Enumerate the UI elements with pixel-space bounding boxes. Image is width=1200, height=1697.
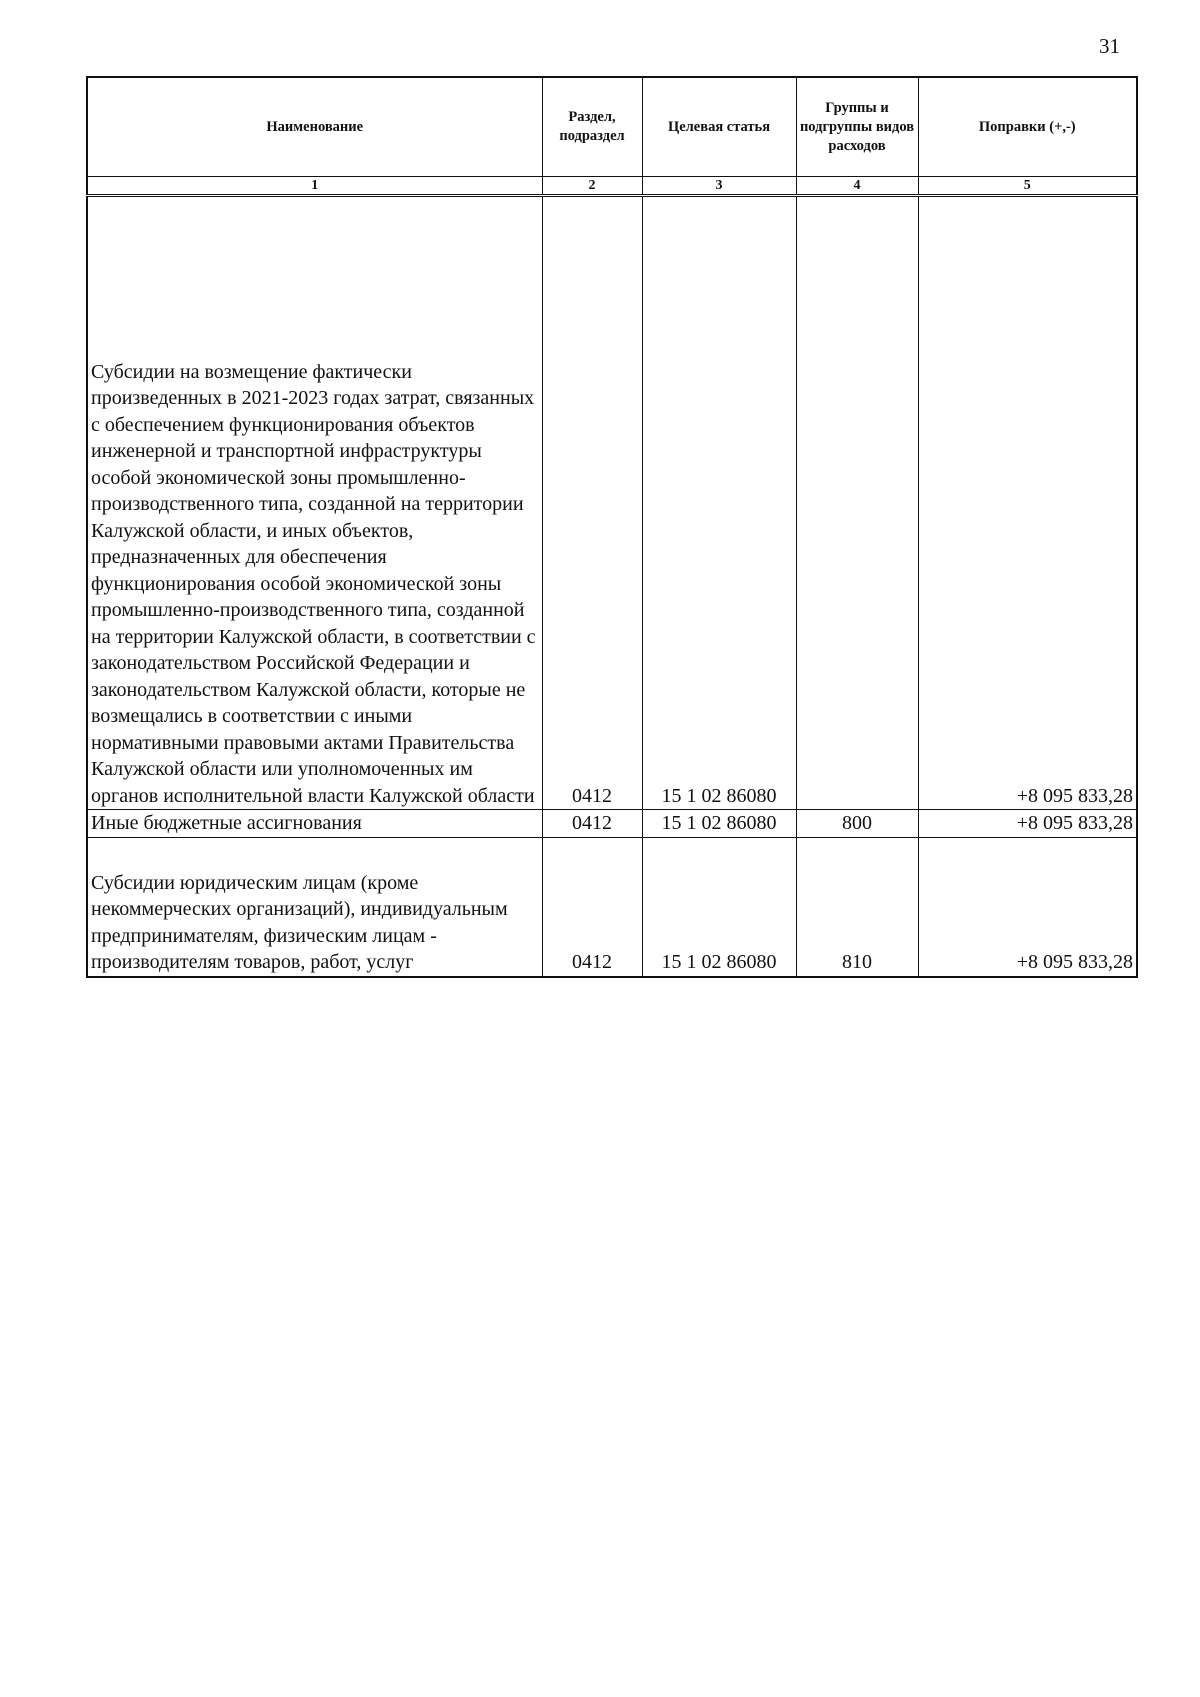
row-section: 0412 xyxy=(542,196,642,810)
budget-amendments-table xyxy=(86,76,1138,978)
column-number: 4 xyxy=(796,177,918,196)
column-number: 5 xyxy=(918,177,1137,196)
header-name: Наименование xyxy=(87,77,542,177)
table-header-row xyxy=(87,77,1137,177)
column-number: 1 xyxy=(87,177,542,196)
row-target: 15 1 02 86080 xyxy=(642,837,796,977)
column-numbers-row xyxy=(87,177,1137,196)
row-group xyxy=(796,196,918,810)
header-section: Раздел, подраздел xyxy=(542,77,642,177)
row-name: Иные бюджетные ассигнования xyxy=(87,810,542,838)
row-amount: +8 095 833,28 xyxy=(918,837,1137,977)
row-section: 0412 xyxy=(542,837,642,977)
column-number: 2 xyxy=(542,177,642,196)
row-section: 0412 xyxy=(542,810,642,838)
row-target: 15 1 02 86080 xyxy=(642,810,796,838)
row-target: 15 1 02 86080 xyxy=(642,196,796,810)
table-row xyxy=(87,196,1137,810)
row-amount: +8 095 833,28 xyxy=(918,196,1137,810)
row-name: Субсидии на возмещение фактически произведенных в 2021-2023 годах затрат, связанных с обеспечением функционирования объектов инженерной и транспортной инфраструктуры особой экономической зоны промышленно-производственного типа, созданной на территории Калужской области, и иных объектов, предназначенных для обеспечения функционирования особой экономической зоны промышленно-производственного типа, созданной на территории Калужской области, в соответствии с законодательством Российской Федерации и законодательством Калужской области, которые не возмещались в соответствии с иными нормативными правовыми актами Правительства Калужской области или уполномоченных им органов исполнительной власти Калужской области xyxy=(87,196,542,810)
header-amendments: Поправки (+,-) xyxy=(918,77,1137,177)
header-groups: Группы и подгруппы видов расходов xyxy=(796,77,918,177)
column-number: 3 xyxy=(642,177,796,196)
table-row xyxy=(87,810,1137,838)
table-row xyxy=(87,837,1137,977)
row-group: 810 xyxy=(796,837,918,977)
header-target: Целевая статья xyxy=(642,77,796,177)
row-name: Субсидии юридическим лицам (кроме некоммерческих организаций), индивидуальным предпринимателям, физическим лицам - производителям товаров, работ, услуг xyxy=(87,837,542,977)
row-group: 800 xyxy=(796,810,918,838)
row-amount: +8 095 833,28 xyxy=(918,810,1137,838)
page-number: 31 xyxy=(1099,34,1120,58)
